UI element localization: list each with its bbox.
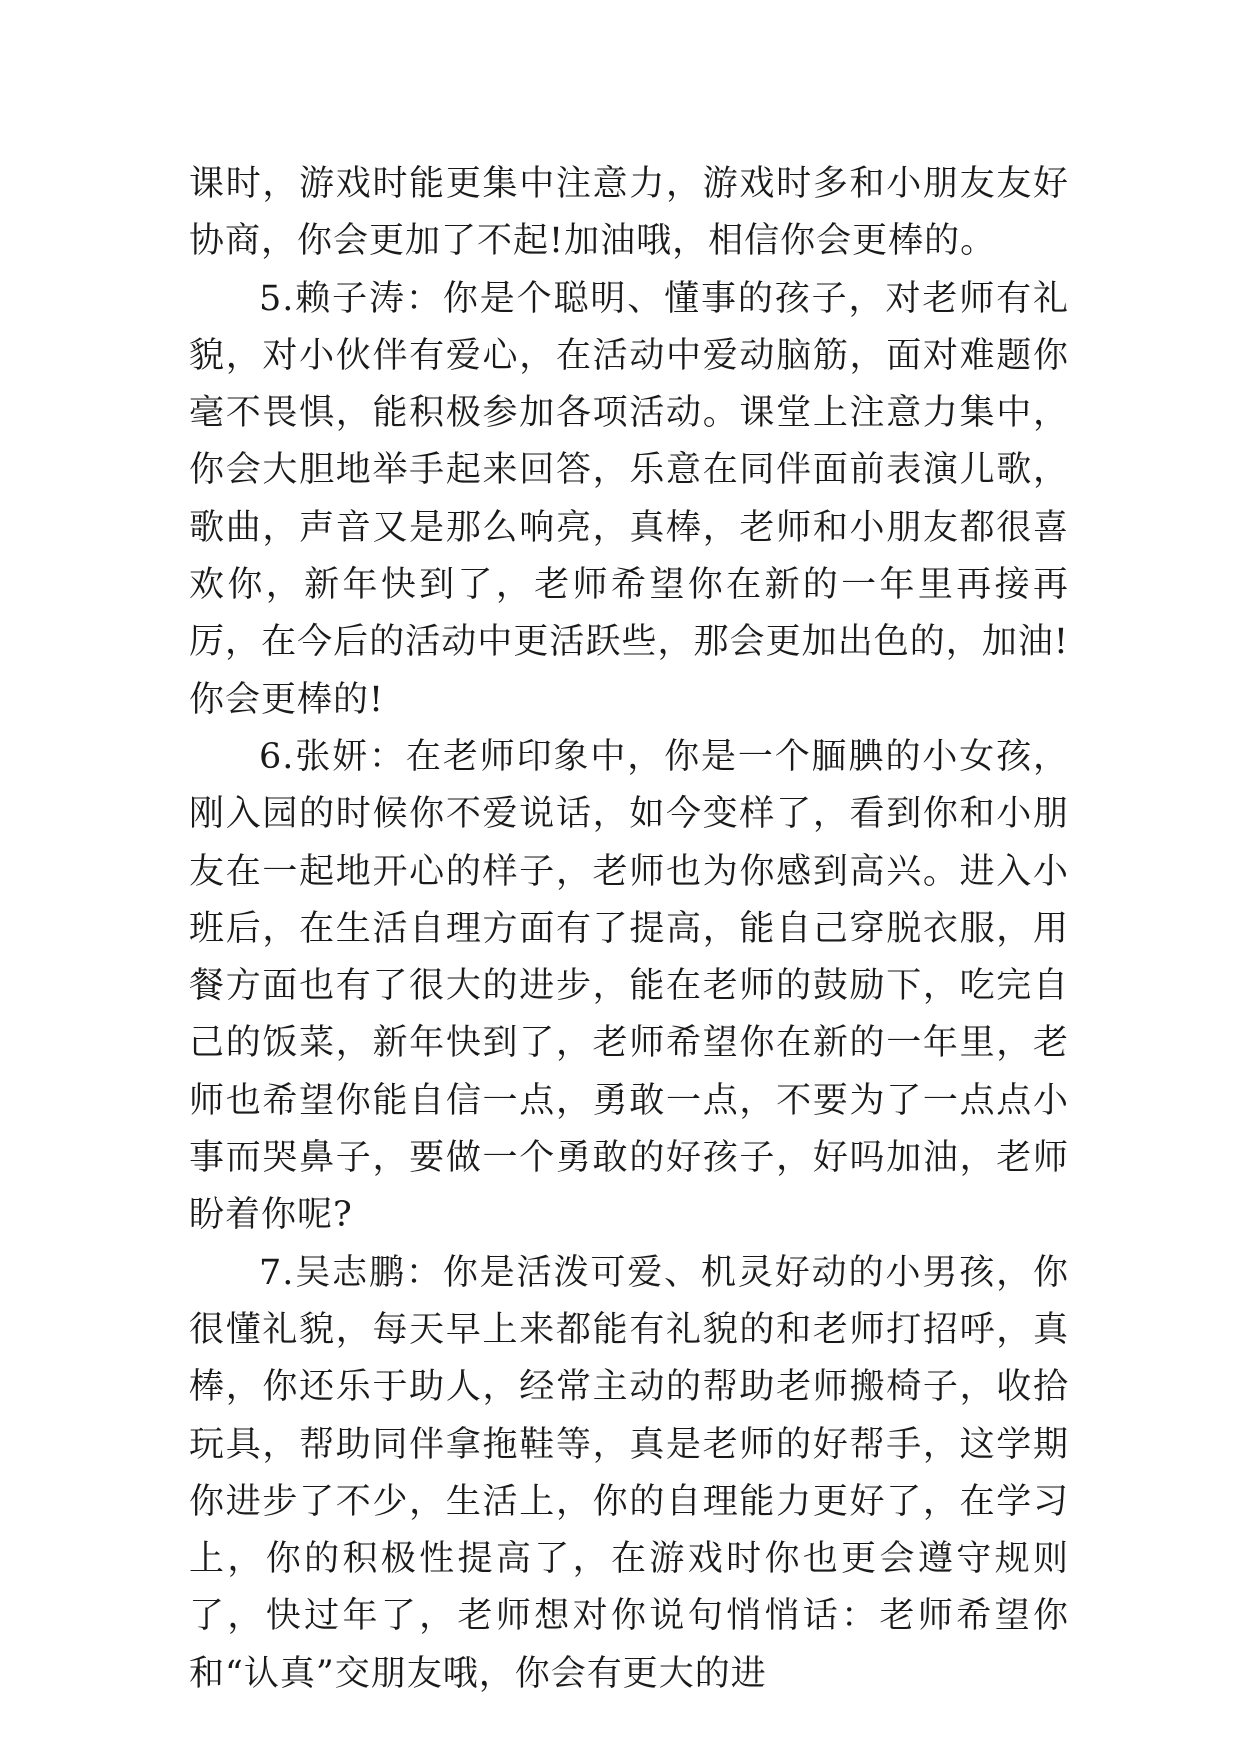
paragraph-item-5: 5.赖子涛：你是个聪明、懂事的孩子，对老师有礼貌，对小伙伴有爱心，在活动中爱动脑筋，面对难题你毫不畏惧，能积极参加各项活动。课堂上注意力集中，你会大胆地举手起来回答，乐意在同伴面前表演儿歌，歌曲，声音又是那么响亮，真棒，老师和小朋友都很喜欢你，新年快到了，老师希望你在新的一年里再接再厉，在今后的活动中更活跃些，那会更加出色的，加油!你会更棒的! <box>189 278 1069 720</box>
document-body <box>189 156 1069 1703</box>
paragraph-item-7: 7.吴志鹏：你是活泼可爱、机灵好动的小男孩，你很懂礼貌，每天早上来都能有礼貌的和老师打招呼，真棒，你还乐于助人，经常主动的帮助老师搬椅子，收拾玩具，帮助同伴拿拖鞋等，真是老师的好帮手，这学期你进步了不少，生活上，你的自理能力更好了，在学习上，你的积极性提高了，在游戏时你也更会遵守规则了，快过年了，老师想对你说句悄悄话：老师希望你和“认真”交朋友哦，你会有更大的进 <box>189 1252 1069 1694</box>
paragraph-continuation: 课时，游戏时能更集中注意力，游戏时多和小朋友友好协商，你会更加了不起!加油哦，相信你会更棒的。 <box>189 164 1069 262</box>
paragraph-item-6: 6.张妍：在老师印象中，你是一个腼腆的小女孩，刚入园的时候你不爱说话，如今变样了，看到你和小朋友在一起地开心的样子，老师也为你感到高兴。进入小班后，在生活自理方面有了提高，能自己穿脱衣服，用餐方面也有了很大的进步，能在老师的鼓励下，吃完自己的饭菜，新年快到了，老师希望你在新的一年里，老师也希望你能自信一点，勇敢一点，不要为了一点点小事而哭鼻子，要做一个勇敢的好孩子，好吗加油，老师盼着你呢? <box>189 736 1069 1236</box>
